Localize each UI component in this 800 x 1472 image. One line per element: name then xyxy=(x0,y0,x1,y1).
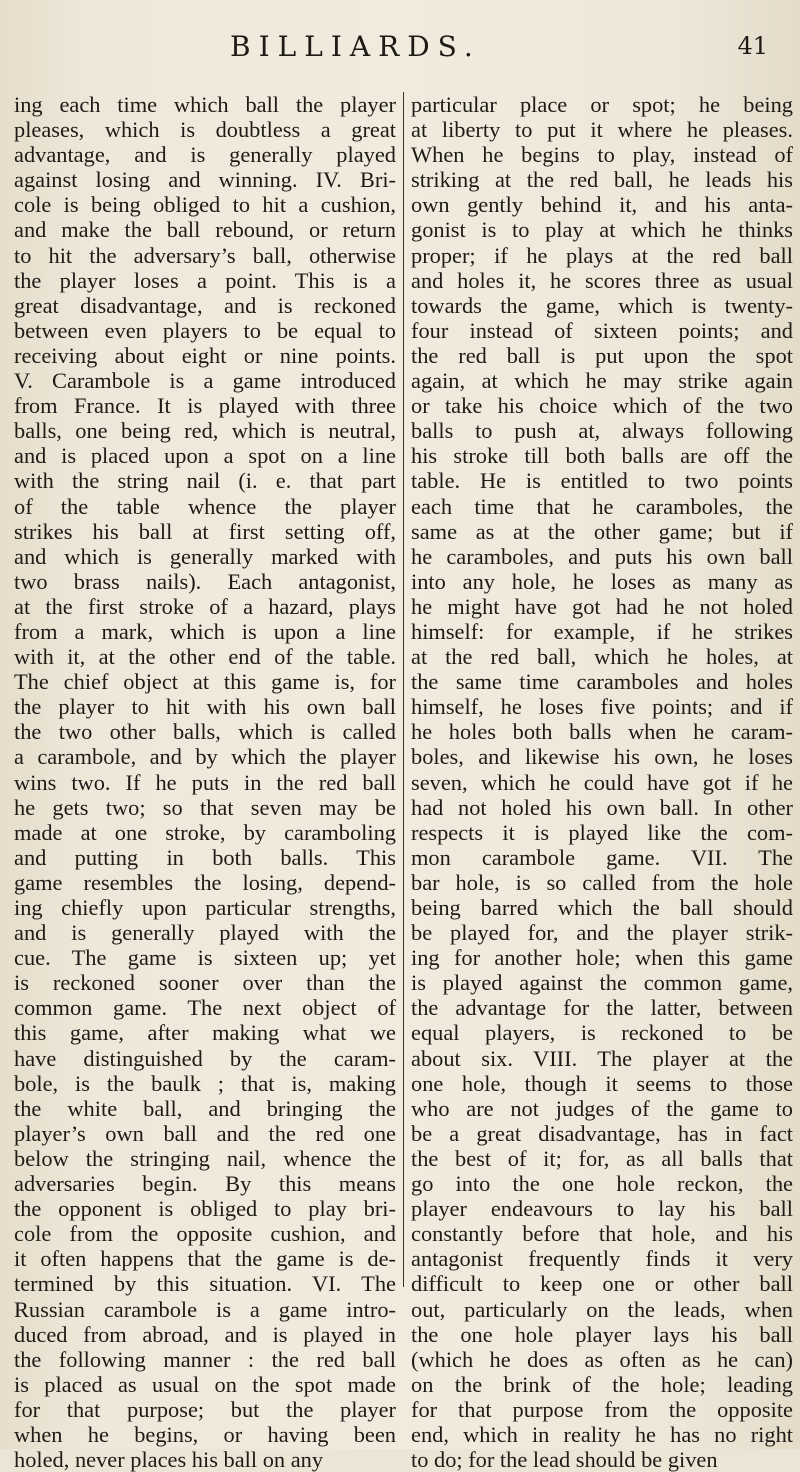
text-line: cue. The game is sixteen up; yet xyxy=(14,945,396,971)
text-line: antagonist frequently finds it very xyxy=(411,1246,793,1272)
text-line: a carambole, and by which the player xyxy=(14,744,396,770)
text-line: from a mark, which is upon a line xyxy=(14,618,396,644)
text-line: at liberty to put it where he pleases. xyxy=(411,117,793,143)
text-line: his stroke till both balls are off the xyxy=(411,443,793,469)
text-line: four instead of sixteen points; and xyxy=(411,317,793,343)
text-line: between even players to be equal to xyxy=(14,317,396,343)
text-line: the same time caramboles and holes xyxy=(411,669,793,695)
text-line: ing for another hole; when this game xyxy=(411,945,793,971)
text-line: pleases, which is doubtless a great xyxy=(14,117,396,143)
text-line: Russian carambole is a game intro- xyxy=(14,1296,396,1322)
running-title: BILLIARDS. xyxy=(230,30,481,63)
left-column xyxy=(14,92,396,1472)
text-line: towards the game, which is twenty- xyxy=(411,292,793,318)
text-line: bole, is the baulk ; that is, making xyxy=(14,1070,396,1096)
text-line: When he begins to play, instead of xyxy=(411,142,793,168)
text-line: be a great disadvantage, has in fact xyxy=(411,1120,793,1146)
text-line: for that purpose; but the player xyxy=(14,1396,396,1422)
text-line: is played against the common game, xyxy=(411,970,793,996)
text-line: the best of it; for, as all balls that xyxy=(411,1145,793,1171)
text-line: with the string nail (i. e. that part xyxy=(14,468,396,494)
text-line: himself: for example, if he strikes xyxy=(411,618,793,644)
text-line: he caramboles, and puts his own ball xyxy=(411,543,793,569)
text-line: at the first stroke of a hazard, plays xyxy=(14,593,396,619)
text-line: boles, and likewise his own, he loses xyxy=(411,744,793,770)
page-header xyxy=(230,30,790,70)
text-line: balls, one being red, which is neutral, xyxy=(14,418,396,444)
text-line: made at one stroke, by caramboling xyxy=(14,819,396,845)
text-line: the player to hit with his own ball xyxy=(14,694,396,720)
text-line: for that purpose from the opposite xyxy=(411,1396,793,1422)
text-line: and make the ball rebound, or return xyxy=(14,217,396,243)
text-line: ing each time which ball the player xyxy=(14,92,396,117)
text-line: gonist is to play at which he thinks xyxy=(411,217,793,243)
text-line: end, which in reality he has no right xyxy=(411,1421,793,1447)
text-line: and is placed upon a spot on a line xyxy=(14,443,396,469)
text-line: mon carambole game. VII. The xyxy=(411,844,793,870)
text-line: on the brink of the hole; leading xyxy=(411,1371,793,1397)
text-line: go into the one hole reckon, the xyxy=(411,1171,793,1197)
text-line: receiving about eight or nine points. xyxy=(14,342,396,368)
text-line: striking at the red ball, he leads his xyxy=(411,167,793,193)
text-line: cole is being obliged to hit a cushion, xyxy=(14,192,396,218)
text-line: player endeavours to lay his ball xyxy=(411,1196,793,1222)
text-line: difficult to keep one or other ball xyxy=(411,1271,793,1297)
text-line: the advantage for the latter, between xyxy=(411,995,793,1021)
text-line: great disadvantage, and is reckoned xyxy=(14,292,396,318)
text-line: common game. The next object of xyxy=(14,995,396,1021)
text-line: at the red ball, which he holes, at xyxy=(411,644,793,670)
text-line: own gently behind it, and his anta- xyxy=(411,192,793,218)
text-line: himself, he loses five points; and if xyxy=(411,694,793,720)
text-line: the one hole player lays his ball xyxy=(411,1321,793,1347)
text-line: with it, at the other end of the table. xyxy=(14,644,396,670)
text-line: be played for, and the player strik- xyxy=(411,920,793,946)
text-line: strikes his ball at first setting off, xyxy=(14,518,396,544)
text-line: and holes it, he scores three as usual xyxy=(411,267,793,293)
text-line: about six. VIII. The player at the xyxy=(411,1045,793,1071)
text-line: holed, never places his ball on any xyxy=(14,1447,324,1472)
text-line: player’s own ball and the red one xyxy=(14,1120,396,1146)
text-line: advantage, and is generally played xyxy=(14,142,396,168)
text-line: have distinguished by the caram- xyxy=(14,1045,396,1071)
text-line: termined by this situation. VI. The xyxy=(14,1271,396,1297)
text-line: out, particularly on the leads, when xyxy=(411,1296,793,1322)
text-line: into any hole, he loses as many as xyxy=(411,568,793,594)
text-line: the white ball, and bringing the xyxy=(14,1095,396,1121)
text-line: wins two. If he puts in the red ball xyxy=(14,769,396,795)
text-line: each time that he caramboles, the xyxy=(411,493,793,519)
text-line: (which he does as often as he can) xyxy=(411,1346,793,1372)
text-line: one hole, though it seems to those xyxy=(411,1070,793,1096)
text-line: adversaries begin. By this means xyxy=(14,1171,396,1197)
text-line: constantly before that hole, and his xyxy=(411,1221,793,1247)
text-line: duced from abroad, and is played in xyxy=(14,1321,396,1347)
text-line: being barred which the ball should xyxy=(411,895,793,920)
text-line: the opponent is obliged to play bri- xyxy=(14,1196,396,1222)
text-line: this game, after making what we xyxy=(14,1020,396,1046)
text-line: respects it is played like the com- xyxy=(411,819,793,845)
text-line: equal players, is reckoned to be xyxy=(411,1020,793,1046)
text-line: same as at the other game; but if xyxy=(411,518,793,544)
text-line: he gets two; so that seven may be xyxy=(14,794,396,820)
text-line: is reckoned sooner over than the xyxy=(14,970,396,996)
text-line: below the stringing nail, whence the xyxy=(14,1145,396,1171)
text-line: from France. It is played with three xyxy=(14,393,396,419)
text-line: and is generally played with the xyxy=(14,920,396,946)
text-columns xyxy=(14,92,796,1472)
text-line: the following manner : the red ball xyxy=(14,1346,396,1372)
text-line: bar hole, is so called from the hole xyxy=(411,869,793,895)
text-line: to do; for the lead should be given xyxy=(411,1447,718,1472)
text-line: two brass nails). Each antagonist, xyxy=(14,568,396,594)
text-line: who are not judges of the game to xyxy=(411,1095,793,1121)
text-line: V. Carambole is a game introduced xyxy=(14,368,396,394)
text-line: the two other balls, which is called xyxy=(14,719,396,745)
text-line: it often happens that the game is de- xyxy=(14,1246,396,1272)
text-line: The chief object at this game is, for xyxy=(14,669,396,695)
text-line: he holes both balls when he caram- xyxy=(411,719,793,745)
text-line: is placed as usual on the spot made xyxy=(14,1371,396,1397)
text-line: he might have got had he not holed xyxy=(411,593,793,619)
text-line: ing chiefly upon particular strengths, xyxy=(14,895,396,920)
right-column xyxy=(411,92,793,1472)
text-line: to hit the adversary’s ball, otherwise xyxy=(14,242,396,268)
text-line: the red ball is put upon the spot xyxy=(411,342,793,368)
text-line: game resembles the losing, depend- xyxy=(14,869,396,895)
page-number: 41 xyxy=(737,32,768,60)
text-line: and which is generally marked with xyxy=(14,543,396,569)
text-line: seven, which he could have got if he xyxy=(411,769,793,795)
text-line: of the table whence the player xyxy=(14,493,396,519)
text-line: and putting in both balls. This xyxy=(14,844,396,870)
text-line: the player loses a point. This is a xyxy=(14,267,396,293)
text-line: balls to push at, always following xyxy=(411,418,793,444)
text-line: cole from the opposite cushion, and xyxy=(14,1221,396,1247)
text-line: particular place or spot; he being xyxy=(411,92,793,117)
text-line: against losing and winning. IV. Bri- xyxy=(14,167,396,193)
text-line: when he begins, or having been xyxy=(14,1421,396,1447)
text-line: proper; if he plays at the red ball xyxy=(411,242,793,268)
text-line: had not holed his own ball. In other xyxy=(411,794,793,820)
text-line: or take his choice which of the two xyxy=(411,393,793,419)
text-line: again, at which he may strike again xyxy=(411,368,793,394)
text-line: table. He is entitled to two points xyxy=(411,468,793,494)
